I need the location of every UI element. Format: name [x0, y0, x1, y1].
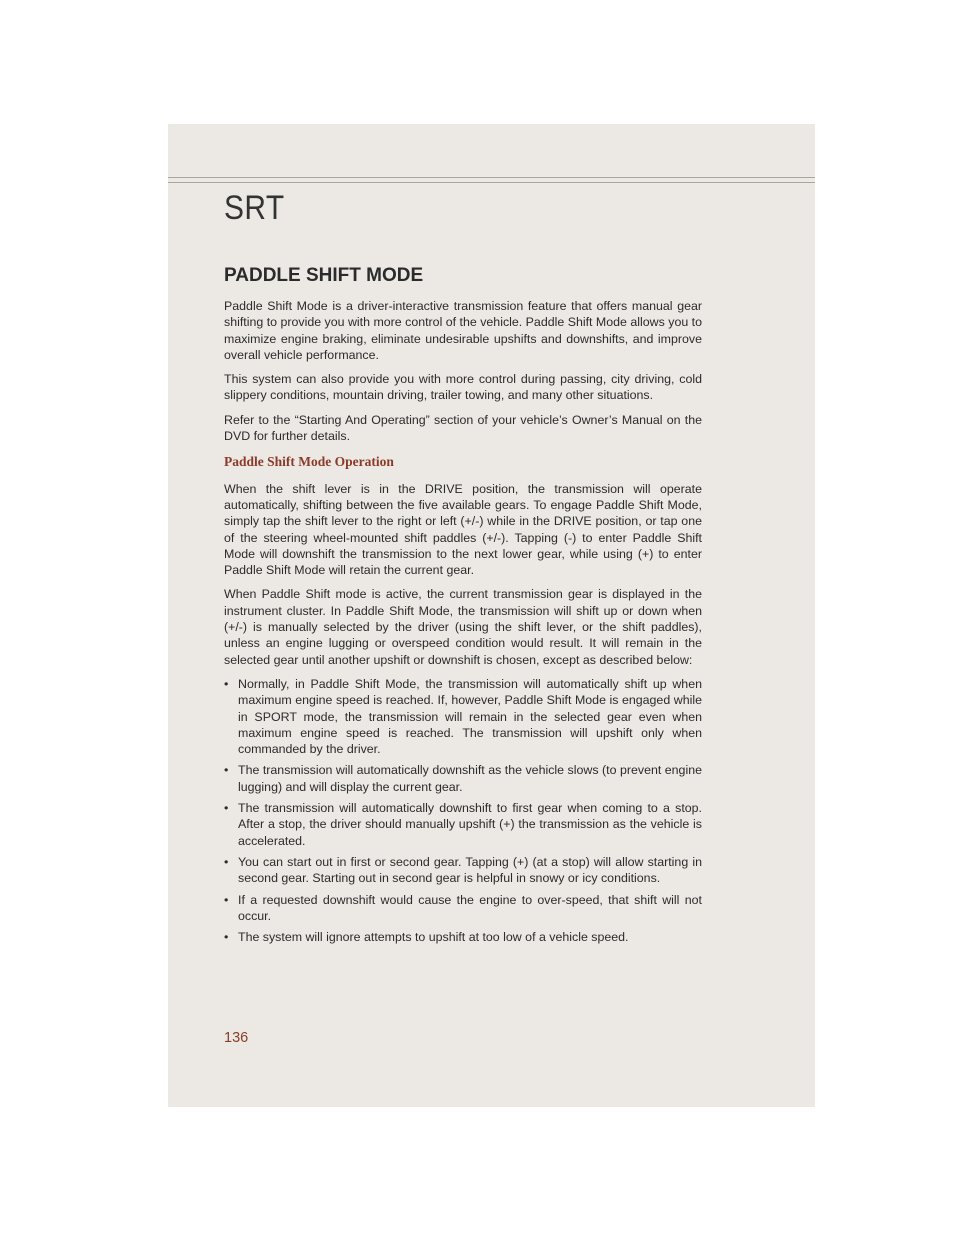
list-item-text: Normally, in Paddle Shift Mode, the transmission will automatically shift up when maximum engine speed is reached. If, however, Paddle Shift Mode is engaged while in SPORT mode, the transmission will remain in the selected gear even when maximum engine speed is reached. The transmission will upshift only when commanded by the driver. [238, 676, 702, 757]
section-title: PADDLE SHIFT MODE [224, 265, 424, 286]
list-item-text: The transmission will automatically downshift to first gear when coming to a stop. After a stop, the driver should manually upshift (+) the transmission as the vehicle is accelerated. [238, 801, 702, 848]
list-item [224, 929, 702, 945]
list-item [224, 676, 702, 757]
list-item [224, 854, 702, 887]
bullet-icon: • [224, 930, 229, 945]
bullet-icon: • [224, 763, 229, 778]
bullet-icon: • [224, 892, 229, 907]
intro-paragraph-3: Refer to the “Starting And Operating” section of your vehicle’s Owner’s Manual on the DVD for further details. [224, 412, 702, 444]
bullet-list [224, 676, 702, 945]
list-item-text: The system will ignore attempts to upshift at too low of a vehicle speed. [238, 930, 629, 945]
intro-paragraph-2: This system can also provide you with more control during passing, city driving, cold slippery conditions, mountain driving, trailer towing, and many other situations. [224, 372, 702, 403]
header-rule-top [168, 177, 815, 178]
list-item-text: You can start out in first or second gear. Tapping (+) (at a stop) will allow starting in second gear. Starting out in second gear is helpful in snowy or icy conditions. [238, 854, 702, 886]
page-number: 136 [224, 1030, 249, 1046]
intro-paragraph-1: Paddle Shift Mode is a driver-interactive transmission feature that offers manual gear shifting to provide you with more control of the vehicle. Paddle Shift Mode allows you to maximize engine braking, eliminate undesirable upshifts and downshifts, and improve overall vehicle performance. [224, 299, 702, 362]
chapter-title: SRT [224, 189, 285, 227]
bullet-icon: • [224, 676, 229, 691]
subsection-title: Paddle Shift Mode Operation [224, 454, 394, 470]
page-content [224, 264, 702, 950]
list-item [224, 892, 702, 925]
header-rule-bottom [168, 182, 815, 183]
manual-page [168, 124, 815, 1107]
list-item [224, 800, 702, 849]
operation-paragraph-2: When Paddle Shift mode is active, the current transmission gear is displayed in the instrument cluster. In Paddle Shift Mode, the transmission will shift up or down when (+/-) is manually selected by the driver (using the shift lever, or the shift paddles), unless an engine lugging or overspeed condition would result. It will remain in the selected gear until another upshift or downshift is chosen, except as described below: [224, 587, 702, 667]
list-item [224, 762, 702, 795]
bullet-icon: • [224, 801, 229, 816]
list-item-text: If a requested downshift would cause the engine to over-speed, that shift will not occur. [238, 892, 702, 923]
operation-paragraph-1: When the shift lever is in the DRIVE position, the transmission will operate automatically, shifting between the five available gears. To engage Paddle Shift Mode, simply tap the shift lever to the right or left (+/-) while in the DRIVE position, or tap one of the steering wheel-mounted shift paddles (+/-). Tapping (-) to enter Paddle Shift Mode will downshift the transmission to the next lower gear, while using (+) to enter Paddle Shift Mode will retain the current gear. [224, 481, 702, 578]
bullet-icon: • [224, 854, 229, 869]
list-item-text: The transmission will automatically downshift as the vehicle slows (to prevent engine lugging) and will display the current gear. [238, 763, 702, 794]
